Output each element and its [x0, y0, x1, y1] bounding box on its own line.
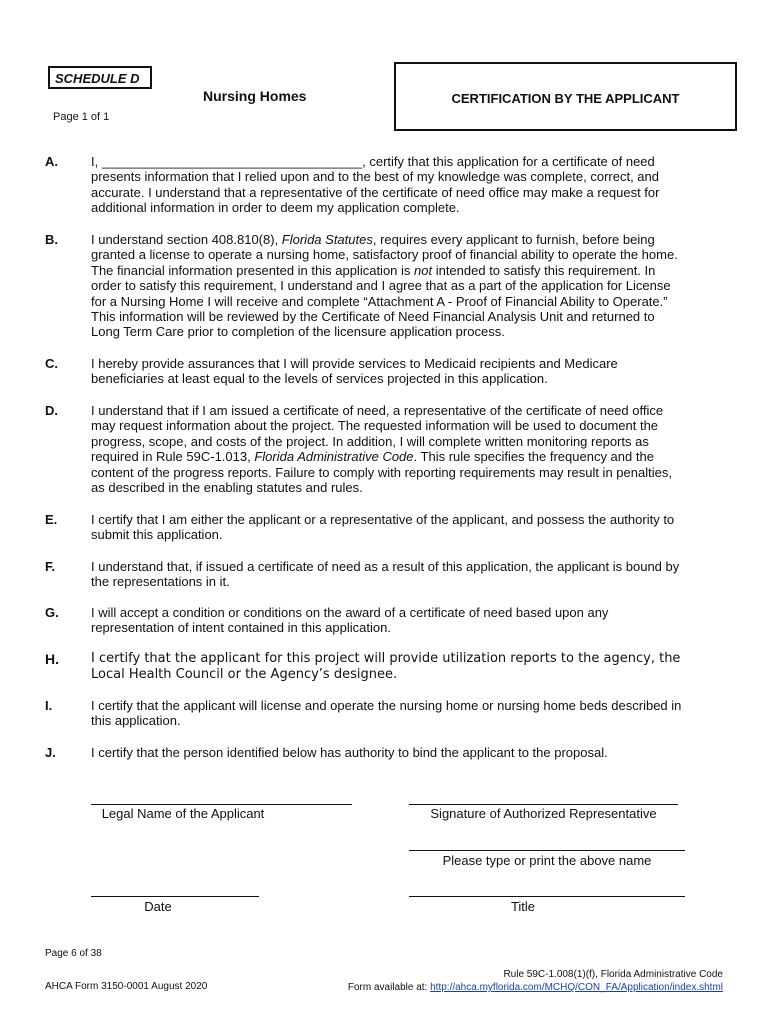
certification-title-text: CERTIFICATION BY THE APPLICANT — [451, 91, 680, 106]
item-letter: C. — [45, 356, 58, 371]
emphasis-not: not — [414, 262, 433, 278]
item-text-line: content of the progress reports. Failure to comply with reporting requirements may result in penalties, — [91, 464, 672, 480]
item-a-text — [91, 154, 727, 216]
item-text-line: I certify that the person identified below has authority to bind the applicant to the proposal. — [91, 745, 608, 760]
code-name: Florida Administrative Code — [254, 449, 414, 465]
footer-form-id: AHCA Form 3150-0001 August 2020 — [45, 981, 208, 992]
item-text-line: as described in the enabling statutes and rules. — [91, 480, 363, 496]
item-c-text — [91, 356, 727, 387]
item-text-line: may request information about the project. The requested information will be used to document the — [91, 418, 659, 434]
date-label: Date — [144, 899, 172, 914]
certification-title — [394, 62, 737, 131]
date-line[interactable] — [91, 896, 259, 897]
title-line[interactable] — [409, 896, 685, 897]
signature-label: Signature of Authorized Representative — [430, 806, 657, 821]
item-letter: J. — [45, 745, 56, 760]
item-text-line: progress, scope, and costs of the project. In addition, I will complete written monitoring reports as — [91, 433, 649, 449]
item-text-line: beneficiaries at least equal to the levels of services projected in this application. — [91, 371, 548, 387]
print-name-label: Please type or print the above name — [442, 853, 652, 868]
item-letter: G. — [45, 605, 59, 620]
signature-line[interactable] — [409, 804, 678, 805]
item-text-line: I understand that if I am issued a certificate of need, a representative of the certificate of need office — [91, 403, 664, 418]
item-text-line: presents information that I relied upon and to the best of my knowledge was complete, correct, and — [91, 169, 659, 185]
item-text-line: accurate. I understand that a representative of the certificate of need office may make a request for — [91, 184, 660, 200]
item-text-line: submit this application. — [91, 527, 223, 543]
item-letter: A. — [45, 154, 58, 169]
item-text-line: additional information in order to deem my application complete. — [91, 200, 460, 216]
legal-name-label: Legal Name of the Applicant — [101, 806, 265, 821]
item-text-line: for a Nursing Home I will receive and complete “Attachment A - Proof of Financial Ability to Operate.” — [91, 293, 668, 309]
page-indicator: Page 1 of 1 — [53, 111, 110, 123]
item-letter: F. — [45, 559, 56, 574]
footer-availability — [348, 982, 723, 993]
item-text-line: I certify that the applicant for this project will provide utilization reports to the agency, the — [91, 651, 681, 666]
item-letter: B. — [45, 232, 58, 247]
item-g-text — [91, 605, 727, 636]
title-label: Title — [510, 899, 536, 914]
item-text-line: I hereby provide assurances that I will provide services to Medicaid recipients and Medicare — [91, 356, 618, 371]
item-text-line: I certify that the applicant will license and operate the nursing home or nursing home beds described in — [91, 698, 682, 713]
item-i-text — [91, 698, 727, 729]
item-f-text — [91, 559, 727, 590]
item-h-text — [91, 651, 727, 683]
footer-page-number: Page 6 of 38 — [45, 948, 102, 959]
legal-name-line[interactable] — [91, 804, 352, 805]
item-e-text — [91, 512, 727, 543]
item-text-line: I will accept a condition or conditions on the award of a certificate of need based upon any — [91, 605, 609, 620]
item-letter: I. — [45, 698, 53, 713]
item-text-line: the representations in it. — [91, 574, 230, 590]
schedule-label: SCHEDULE D — [48, 66, 152, 89]
form-title: Nursing Homes — [203, 88, 307, 104]
item-b-text — [91, 232, 727, 340]
item-text-line: order to satisfy this requirement, I understand and I agree that as a part of the application for License — [91, 278, 671, 294]
item-text-line: granted a license to operate a nursing home, satisfactory proof of financial ability to operate the home. — [91, 247, 678, 263]
item-text-line: representation of intent contained in this application. — [91, 620, 391, 636]
footer-availability-label: Form available at: — [347, 982, 431, 993]
item-text-line: The financial information presented in this application is not intended to satisfy this requirement. In — [91, 262, 656, 278]
item-text-line: required in Rule 59C-1.013, Florida Administrative Code. This rule specifies the frequency and the — [91, 449, 654, 465]
item-text-line: I certify that I am either the applicant or a representative of the applicant, and possess the authority to — [91, 512, 675, 527]
item-text-line: I understand section 408.810(8), Florida Statutes, requires every applicant to furnish, before being — [91, 232, 655, 247]
form-url-link[interactable]: http://ahca.myflorida.com/MCHQ/CON_FA/Application/index.shtml — [430, 982, 723, 993]
item-text-line: Local Health Council or the Agency’s designee. — [91, 667, 398, 682]
item-letter: H. — [45, 651, 59, 667]
item-text-line: This information will be reviewed by the Certificate of Need Financial Analysis Unit and returned to — [91, 309, 655, 325]
item-text-line: this application. — [91, 713, 181, 729]
item-letter: E. — [45, 512, 58, 527]
item-d-text — [91, 403, 727, 495]
item-text-line: I understand that, if issued a certificate of need as a result of this application, the applicant is bound by — [91, 559, 680, 574]
item-j-text — [91, 745, 727, 760]
footer-rule: Rule 59C-1.008(1)(f), Florida Administrative Code — [503, 969, 723, 980]
item-letter: D. — [45, 403, 58, 418]
statute-name: Florida Statutes — [281, 232, 373, 247]
item-text-line: Long Term Care prior to completion of the licensure application process. — [91, 324, 505, 340]
print-name-line[interactable] — [409, 850, 685, 851]
item-text-line: I, ____________________________________, certify that this application for a certificate of need — [91, 154, 655, 169]
